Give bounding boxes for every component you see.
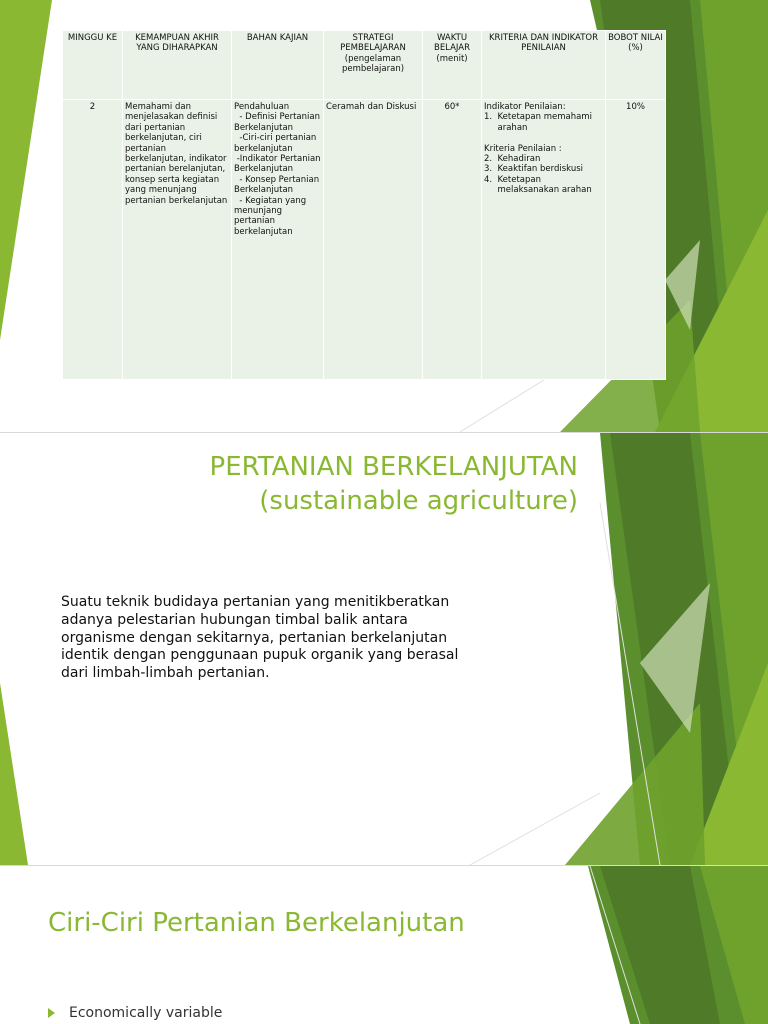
kriteria-line: Indikator Penilaian: <box>484 102 566 112</box>
cell-minggu: 2 <box>63 100 123 380</box>
header-kemampuan: KEMAMPUAN AKHIR YANG DIHARAPKAN <box>123 31 232 100</box>
bahan-line: - Kegiatan yang menunjang pertanian berkelanjutan <box>234 195 309 237</box>
bahan-line: -Ciri-ciri pertanian berkelanjutan <box>234 133 319 154</box>
bahan-line: -Indikator Pertanian Berkelanjutan <box>234 154 324 175</box>
slide-body-text: Suatu teknik budidaya pertanian yang menitikberatkan adanya pelestarian hubungan timbal balik antara organisme dengan sekitarnya, pertanian berkelanjutan identik dengan penggunaan pupuk organik yang berasal dari limbah-limbah pertanian. <box>61 594 459 682</box>
bahan-line: Pendahuluan <box>234 102 290 112</box>
kriteria-line: 1. Ketetapan memahami <box>484 112 592 123</box>
rps-table <box>62 30 666 380</box>
cell-waktu: 60* <box>423 100 482 380</box>
bullet-text: Economically variable <box>69 1005 223 1021</box>
bahan-line: - Konsep Pertanian Berkelanjutan <box>234 174 322 196</box>
header-waktu: WAKTU BELAJAR (menit) <box>423 31 482 100</box>
title-line-2: (sustainable agriculture) <box>259 486 578 516</box>
header-strategi: STRATEGI PEMBELAJARAN (pengelaman pembelajaran) <box>324 31 423 100</box>
title-line-1: PERTANIAN BERKELANJUTAN <box>209 452 578 482</box>
slide-1 <box>0 0 768 432</box>
cell-kriteria <box>482 100 606 380</box>
header-bahan: BAHAN KAJIAN <box>232 31 324 100</box>
kriteria-line: Kriteria Penilaian : <box>484 143 562 154</box>
header-kriteria: KRITERIA DAN INDIKATOR PENILAIAN <box>482 31 606 100</box>
kriteria-line <box>484 133 603 143</box>
kriteria-line: 4. Ketetapan <box>484 174 541 185</box>
table-row <box>63 100 666 380</box>
table-header-row <box>63 31 666 100</box>
cell-bobot: 10% <box>606 100 666 380</box>
bahan-line: - Definisi Pertanian Berkelanjutan <box>234 112 323 133</box>
list-item <box>48 1005 222 1021</box>
cell-kemampuan: Memahami dan menjelasakan definisi dari pertanian berkelanjutan, ciri pertanian berkelanjutan, indikator pertanian berelanjutan, konsep serta kegiatan yang menunjang pertanian berkelanjutan <box>123 100 232 380</box>
kriteria-line: melaksanakan arahan <box>484 185 592 196</box>
slide-3 <box>0 866 768 1024</box>
kriteria-line: arahan <box>484 122 528 133</box>
cell-bahan <box>232 100 324 380</box>
slide-title <box>210 450 578 518</box>
green-decoration <box>0 866 768 1024</box>
slide-title: Ciri-Ciri Pertanian Berkelanjutan <box>48 908 465 938</box>
kriteria-line: 2. Kehadiran <box>484 154 541 165</box>
bullet-triangle-icon <box>48 1008 55 1018</box>
cell-strategi: Ceramah dan Diskusi <box>324 100 423 380</box>
slide-2 <box>0 433 768 865</box>
header-minggu: MINGGU KE <box>63 31 123 100</box>
kriteria-line: 3. Keaktifan berdiskusi <box>484 164 584 175</box>
header-bobot: BOBOT NILAI (%) <box>606 31 666 100</box>
